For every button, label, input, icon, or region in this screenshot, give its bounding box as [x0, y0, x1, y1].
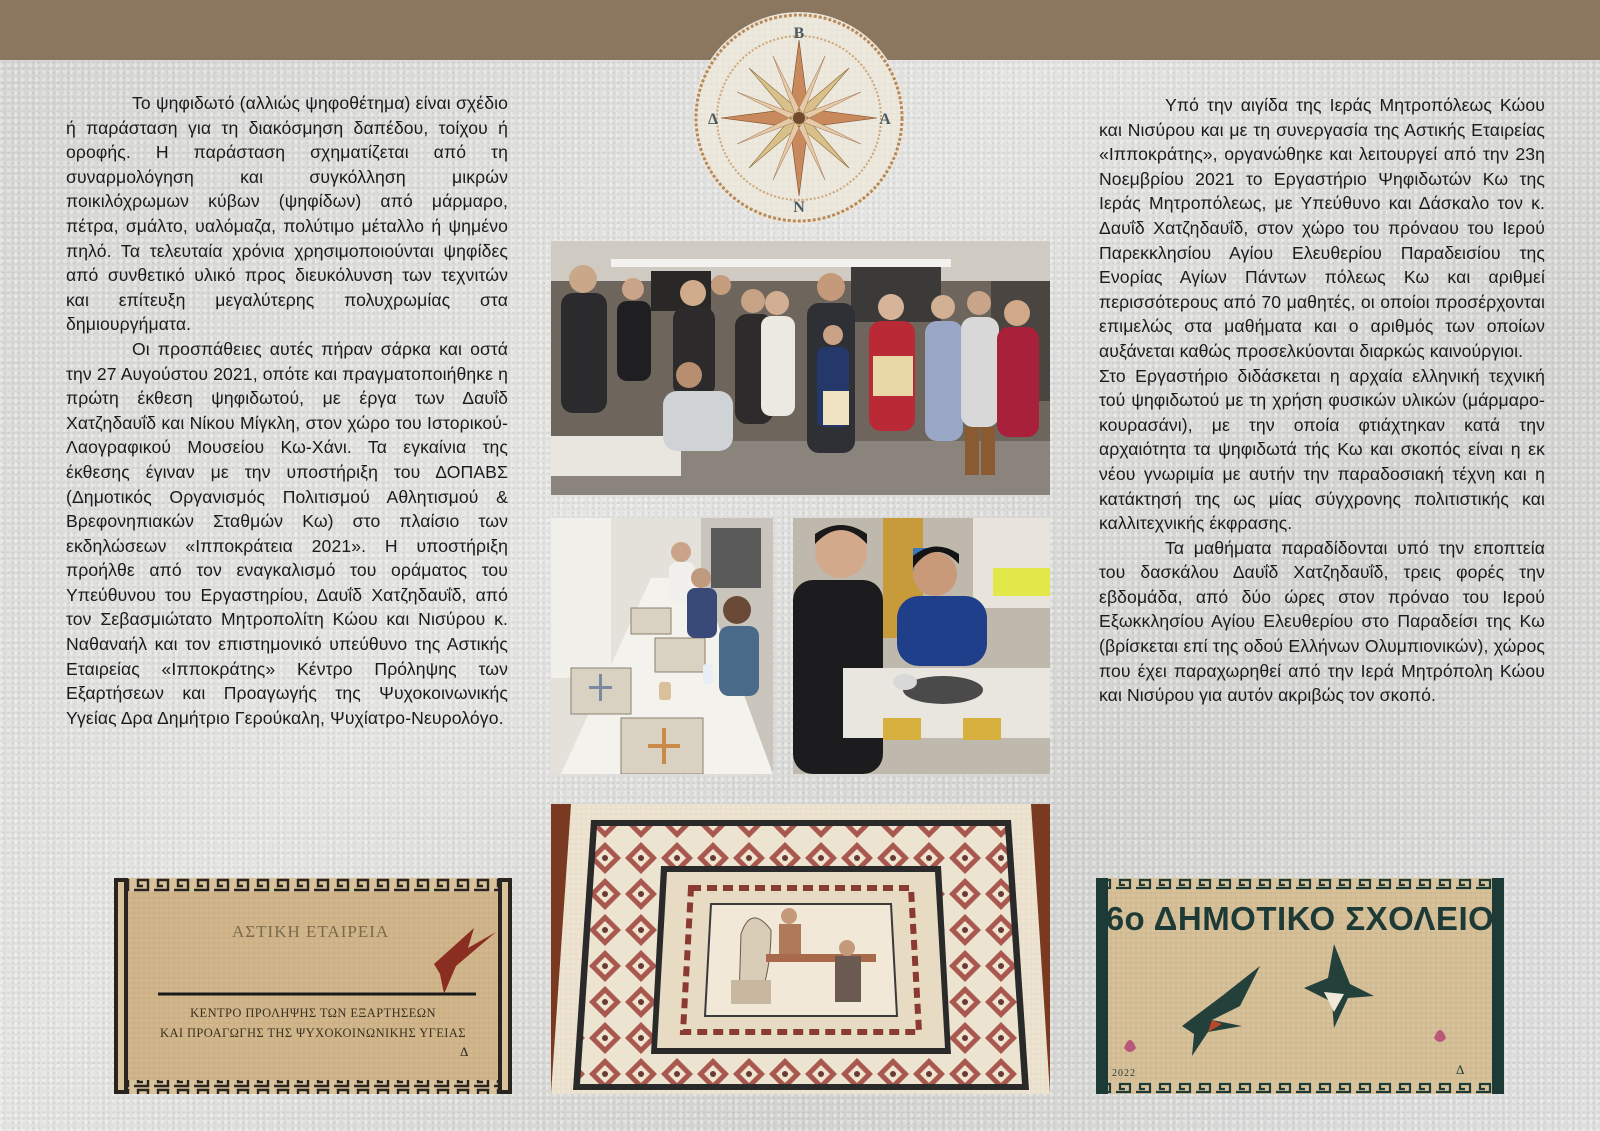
- left-sign-title: ΑΣΤΙΚΗ ΕΤΑΙΡΕΙΑ: [232, 922, 390, 941]
- left-paragraph-1: Το ψηφιδωτό (αλλιώς ψηφοθέτημα) είναι σχέδιο ή παράσταση για τη διακόσμηση δαπέδου, τοίχου ή οροφής. Η παράσταση σχηματίζεται από τη συναρμολόγηση και συγκόλληση μικρών ποικιλόχρωμων κύβων (ψηφίδων) από μάρμαρο, πέτρα, σμάλτο, υαλόμαζα, πολύτιμο μέταλλο ή ψημένο πηλό. Τα τελευταία χρόνια χρησιμοποιούνται ψηφίδες από συνθετικό υλικό προς διευκόλυνση των τεχνιτών και επίτευξη μεγαλύτερης πολυχρωμίας στα δημιουργήματα.: [66, 93, 508, 335]
- group-photo: [551, 241, 1050, 495]
- compass-letter-west: Δ: [707, 111, 719, 128]
- workshop-photo: [551, 518, 773, 774]
- right-text-column: [1099, 93, 1545, 708]
- left-sign-line-1: ΚΕΝΤΡΟ ΠΡΟΛΗΨΗΣ ΤΩΝ ΕΞΑΡΤΗΣΕΩΝ: [190, 1006, 436, 1020]
- school-sign-year: 2022: [1112, 1068, 1136, 1079]
- floor-mosaic-photo: [551, 804, 1050, 1094]
- left-sign-line-2: ΚΑΙ ΠΡΟΑΓΩΓΗΣ ΤΗΣ ΨΥΧΟΚΟΙΝΩΝΙΚΗΣ ΥΓΕΙΑΣ: [160, 1026, 466, 1040]
- right-paragraph-3: Τα μαθήματα παραδίδονται υπό την εποπτεία του δασκάλου Δαυΐδ Χατζηδαυΐδ, τρεις φορές την εβδομάδα, από δύο ώρες στον πρόναο του Ιερού Εξωκκλησίου Αγίου Ελευθερίου στο Παραδείσι της Κω (βρίσκεται επί της οδού Ελλήνων Ολυμπιονικών), χώρος που έχει παραχωρηθεί από την Ιερά Μητρόπολη Κώου και Νισύρου για αυτόν ακριβώς τον σκοπό.: [1099, 537, 1545, 706]
- right-paragraph-1: Υπό την αιγίδα της Ιεράς Μητροπόλεως Κώου και Νισύρου και με τη συνεργασία της Αστικής Εταιρείας «Ιπποκράτης», οργανώθηκε και λειτουργεί από την 23η Νοεμβρίου 2021 το Εργαστήριο Ψηφιδωτών Κω της Ιεράς Μητροπόλεως, με Υπεύθυνο και Δάσκαλο τον κ. Δαυΐδ Χατζηδαυΐδ, στον χώρο του πρόναου του Ιερού Παρεκκλησίου Αγίου Ελευθερίου Παραδεισίου της Ενορίας Αγίων Πάντων πόλεως Κω και αριθμεί περισσότερους από 70 μαθητές, οι οποίοι προσέρχονται επιμελώς στα μαθήματα και ο αριθμός των οποίων αυξάνεται καθώς προσελκύονται διαρκώς καινούργιοι.: [1099, 95, 1545, 361]
- right-paragraph-2: Στο Εργαστήριο διδάσκεται η αρχαία ελληνική τεχνική τού ψηφιδωτού με τη χρήση φυσικών υλικών (μάρμαρο- κουρασάνι), με την οποία φτιάχτηκαν κατά την αρχαιότητα τα ψηφιδωτά τής Κω και σκοπός είναι η εκ νέου γνωριμία με αυτήν την παραδοσιακή τέχνη και η κατάκτησή της ως μίας σύγχρονης πολιτιστικής και καλλιτεχνικής έκφρασης.: [1099, 365, 1545, 534]
- left-text-column: [66, 91, 508, 730]
- compass-letter-east: Α: [879, 111, 891, 128]
- student-working-photo: [793, 518, 1050, 774]
- school-sign-mosaic: [1096, 878, 1504, 1094]
- school-sign-mark: Δ: [1456, 1062, 1466, 1077]
- compass-letter-north: Β: [793, 25, 805, 42]
- compass-letter-south: Ν: [793, 199, 805, 216]
- school-sign-title: 6ο ΔΗΜΟΤΙΚΟ ΣΧΟΛΕΙΟ: [1105, 900, 1495, 937]
- compass-rose-mosaic: [693, 12, 905, 224]
- left-paragraph-2: Οι προσπάθειες αυτές πήραν σάρκα και οστά την 27 Αυγούστου 2021, οπότε και πραγματοποιήθηκε η πρώτη έκθεση ψηφιδωτού, με έργα των Δαυΐδ Χατζηδαυΐδ και Νίκου Μίγκλη, στον χώρο του Ιστορικού-Λαογραφικού Μουσείου Κω-Χάνι. Τα εγκαίνια της έκθεσης έγιναν με την υποστήριξη του ΔΟΠΑΒΣ (Δημοτικός Οργανισμός Πολιτισμού Αθλητισμού & Βρεφονηπιακών Σταθμών Κω) στο πλαίσιο των εκδηλώσεων «Ιπποκράτεια 2021». Η υποστήριξη προήλθε από τον εναγκαλισμό του οράματος του Υπεύθυνου του Εργαστηρίου, Δαυΐδ Χατζηδαυΐδ, από τον Σεβασμιώτατο Μητροπολίτη Κώου και Νισύρου κ. Ναθαναήλ και τον επιστημονικό υπεύθυνο της Αστικής Εταιρείας «Ιπποκράτης» Κέντρο Πρόληψης των Εξαρτήσεων και Προαγωγής της Ψυχοκοινωνικής Υγείας Δρα Δημήτριο Γερούκαλη, Ψυχίατρο-Νευρολόγο.: [66, 338, 508, 728]
- society-sign-mosaic: [114, 878, 512, 1094]
- left-sign-mark: Δ: [460, 1044, 470, 1059]
